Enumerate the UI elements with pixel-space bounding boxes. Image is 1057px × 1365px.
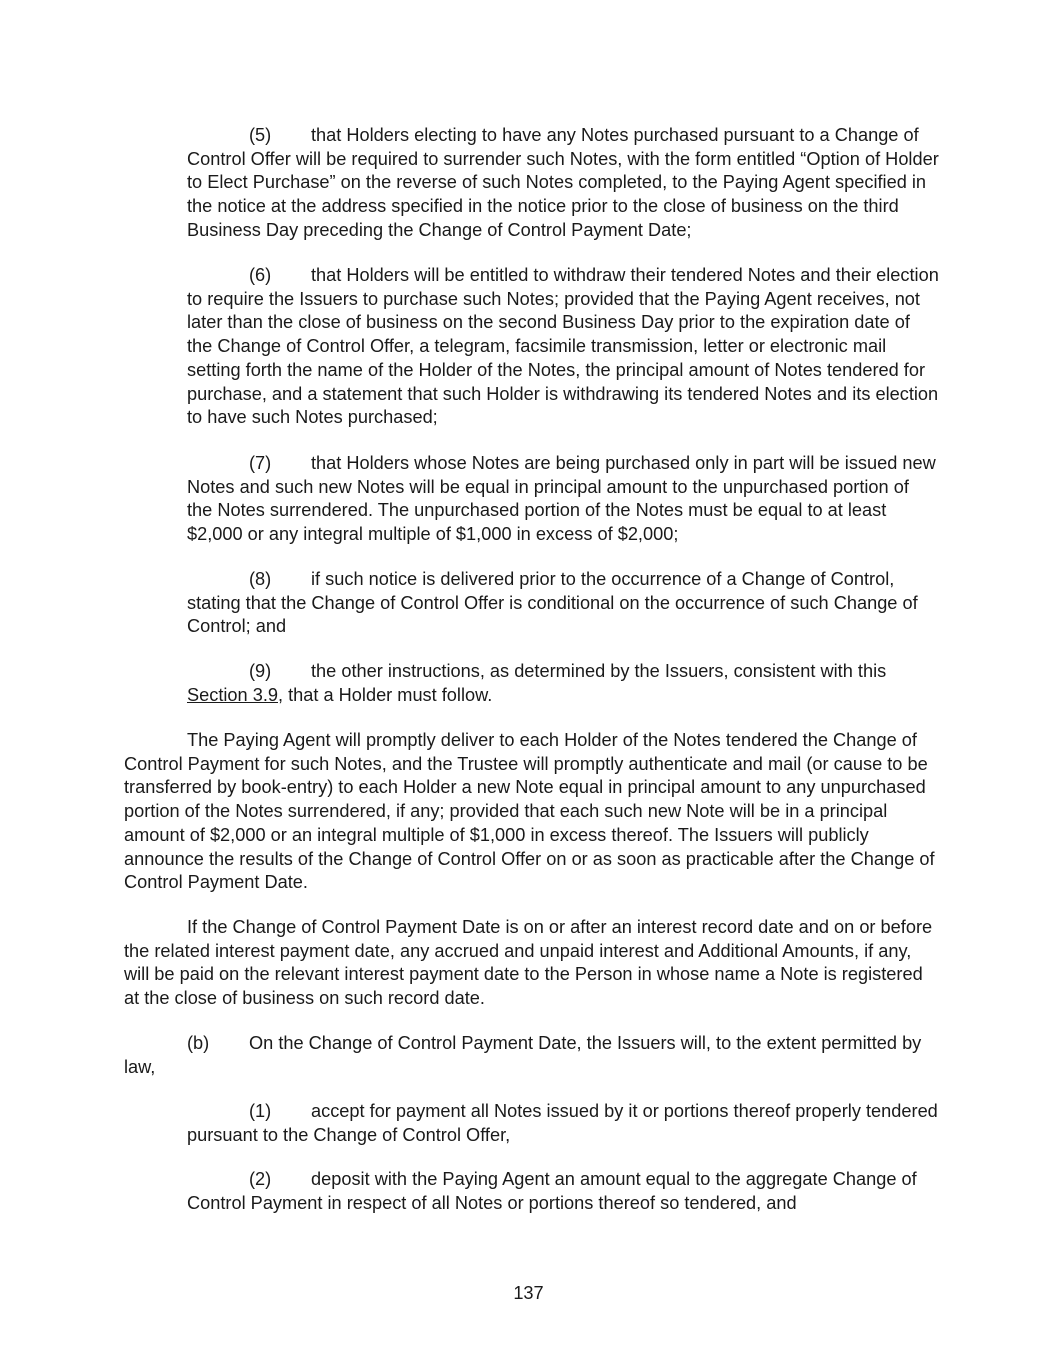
item-7 [187, 452, 939, 547]
b-item-1 [187, 1100, 939, 1147]
item-text: that Holders electing to have any Notes purchased pursuant to a Change of Control Offer will be required to surrender such Notes, with the form entitled “Option of Holder to Elect Purchase” on the reverse of such Notes completed, to the Paying Agent specified in the notice at the address specified in the notice prior to the close of business on the third Business Day preceding the Change of Control Payment Date; [187, 125, 939, 240]
record-date-paragraph: If the Change of Control Payment Date is on or after an interest record date and on or before the related interest payment date, any accrued and unpaid interest and Additional Amounts, if any, will be paid on the relevant interest payment date to the Person in whose name a Note is registered at the close of business on such record date. [124, 917, 933, 1009]
item-6 [187, 264, 939, 430]
item-text-before: the other instructions, as determined by the Issuers, consistent with this [311, 661, 887, 681]
item-number: (9) [249, 661, 272, 681]
item-5 [187, 124, 939, 243]
section-reference: Section 3.9 [187, 684, 278, 705]
item-text: that Holders whose Notes are being purchased only in part will be issued new Notes and such new Notes will be equal in principal amount to the unpurchased portion of the Notes surrendered. The unpurchased portion of the Notes must be equal to at least $2,000 or any integral multiple of $1,000 in excess of $2,000; [187, 453, 936, 545]
page-number: 137 [513, 1283, 544, 1303]
item-9 [187, 660, 939, 707]
item-text: accept for payment all Notes issued by it or portions thereof properly tendered pursuant to the Change of Control Offer, [187, 1101, 938, 1145]
item-number: (7) [249, 453, 272, 473]
item-text: that Holders will be entitled to withdraw their tendered Notes and their election to require the Issuers to purchase such Notes; provided that the Paying Agent receives, not later than the close of business on the second Business Day prior to the expiration date of the Change of Control Offer, a telegram, facsimile transmission, letter or electronic mail setting forth the name of the Holder of the Notes, the principal amount of Notes tendered for purchase, and a statement that such Holder is withdrawing its tendered Notes and its election to have such Notes purchased; [187, 265, 939, 428]
item-number: (5) [249, 125, 272, 145]
item-number: (1) [249, 1101, 272, 1121]
item-text: if such notice is delivered prior to the occurrence of a Change of Control, stating that the Change of Control Offer is conditional on the occurrence of such Change of Control; and [187, 569, 918, 637]
item-number: (6) [249, 265, 272, 285]
b-item-2 [187, 1168, 939, 1215]
section-b-text: On the Change of Control Payment Date, the Issuers will, to the extent permitted by law, [124, 1033, 922, 1077]
item-text-after: , that a Holder must follow. [278, 684, 493, 705]
item-number: (2) [249, 1169, 272, 1189]
paying-agent-paragraph: The Paying Agent will promptly deliver to each Holder of the Notes tendered the Change of Control Payment for such Notes, and the Trustee will promptly authenticate and mail (or cause to be transferred by book-entry) to each Holder a new Note equal in principal amount to any unpurchased portion of the Notes surrendered, if any; provided that each such new Note will be in a principal amount of $2,000 or an integral multiple of $1,000 in excess thereof. The Issuers will publicly announce the results of the Change of Control Offer on or as soon as practicable after the Change of Control Payment Date. [124, 730, 935, 893]
item-8 [187, 568, 939, 639]
item-text: deposit with the Paying Agent an amount equal to the aggregate Change of Control Payment in respect of all Notes or portions thereof so tendered, and [187, 1169, 917, 1213]
item-number: (8) [249, 569, 272, 589]
section-b [124, 1032, 939, 1079]
section-b-number: (b) [187, 1033, 210, 1053]
